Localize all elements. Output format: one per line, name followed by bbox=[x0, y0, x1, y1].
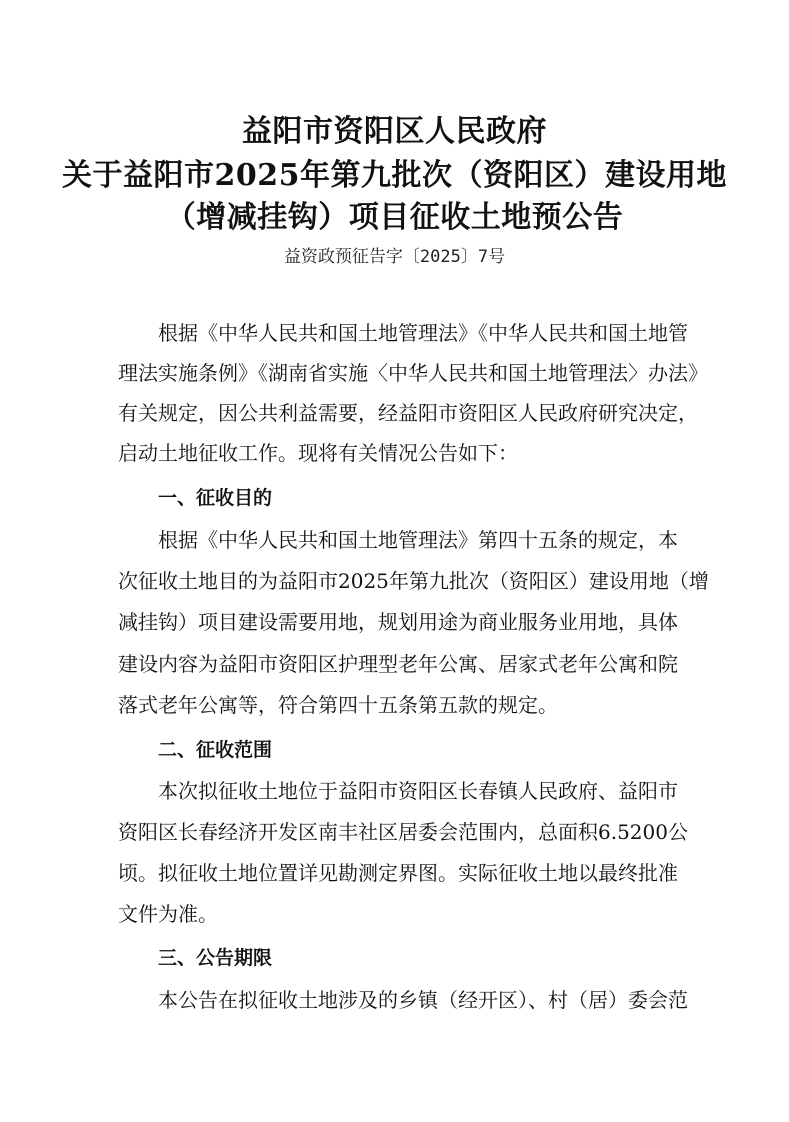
section-heading-period: 三、公告期限 bbox=[158, 947, 273, 969]
scope-line-4: 文件为准。 bbox=[118, 902, 218, 926]
intro-line-3: 有关规定，因公共利益需要，经益阳市资阳区人民政府研究决定， bbox=[118, 401, 698, 425]
purpose-line-3: 减挂钩）项目建设需要用地，规划用途为商业服务业用地，具体 bbox=[118, 610, 678, 634]
section-heading-scope: 二、征收范围 bbox=[158, 739, 273, 761]
purpose-line-1: 根据《中华人民共和国土地管理法》第四十五条的规定，本 bbox=[158, 528, 678, 552]
intro-line-1: 根据《中华人民共和国土地管理法》《中华人民共和国土地管 bbox=[158, 321, 688, 345]
title-line-1: 益阳市资阳区人民政府 bbox=[242, 114, 547, 149]
purpose-line-4: 建设内容为益阳市资阳区护理型老年公寓、居家式老年公寓和院 bbox=[118, 652, 678, 676]
scope-line-2: 资阳区长春经济开发区南丰社区居委会范围内，总面积6.5200公 bbox=[118, 820, 688, 844]
scope-line-1: 本次拟征收土地位于益阳市资阳区长春镇人民政府、益阳市 bbox=[158, 779, 678, 803]
purpose-line-2: 次征收土地目的为益阳市2025年第九批次（资阳区）建设用地（增 bbox=[118, 569, 709, 593]
intro-line-4: 启动土地征收工作。现将有关情况公告如下： bbox=[118, 441, 518, 465]
document-number: 益资政预征告字〔2025〕7号 bbox=[283, 247, 506, 267]
scope-line-3: 顷。拟征收土地位置详见勘测定界图。实际征收土地以最终批准 bbox=[118, 861, 678, 885]
section-heading-purpose: 一、征收目的 bbox=[158, 487, 273, 509]
period-line-1: 本公告在拟征收土地涉及的乡镇（经开区）、村（居）委会范 bbox=[158, 988, 688, 1012]
title-line-3: （增减挂钩）项目征收土地预公告 bbox=[165, 200, 624, 235]
purpose-line-5: 落式老年公寓等，符合第四十五条第五款的规定。 bbox=[118, 693, 558, 717]
intro-line-2: 理法实施条例》《湖南省实施〈中华人民共和国土地管理法〉办法》 bbox=[118, 361, 708, 385]
title-line-2: 关于益阳市2025年第九批次（资阳区）建设用地 bbox=[62, 158, 727, 193]
